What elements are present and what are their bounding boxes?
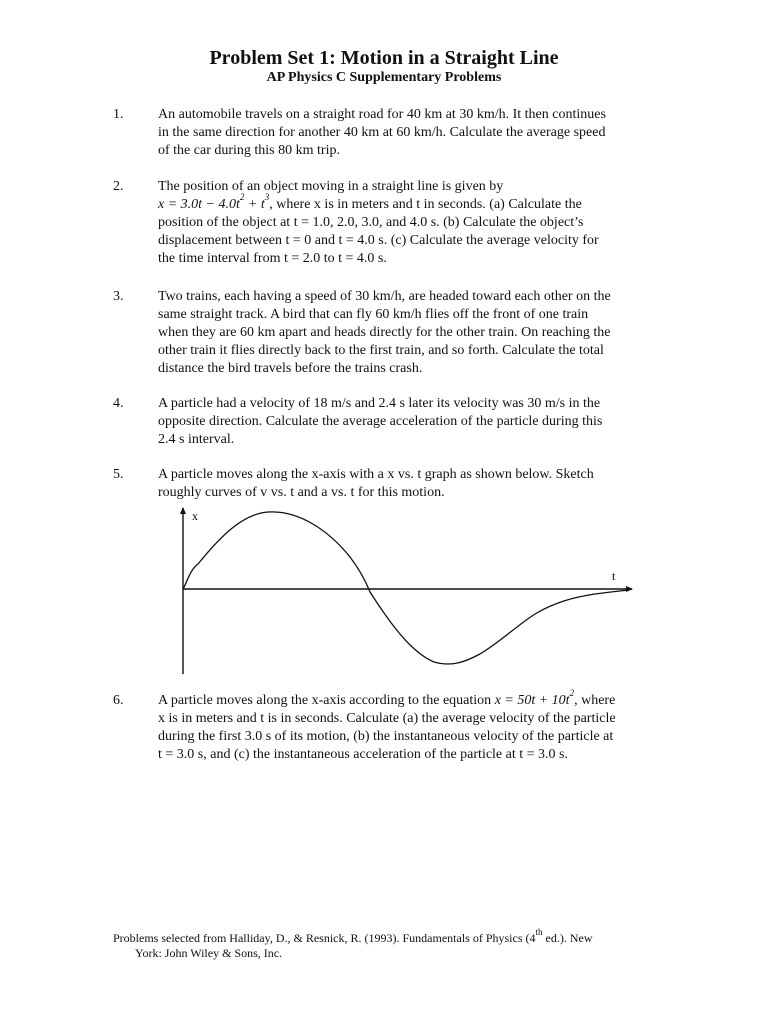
page-title: Problem Set 1: Motion in a Straight Line xyxy=(209,47,559,69)
problem-3 xyxy=(113,288,653,378)
problem-text-line: The position of an object moving in a straight line is given by xyxy=(158,179,504,194)
citation-superscript: th xyxy=(535,927,543,937)
problem-text-line: x is in meters and t is in seconds. Calculate (a) the average velocity of the particle xyxy=(158,711,616,726)
y-axis-label: x xyxy=(192,509,198,523)
problem-2 xyxy=(113,178,653,268)
problem-text: , where x is in meters and t in seconds. (a) Calculate the xyxy=(269,197,582,212)
problem-5 xyxy=(113,466,653,502)
problem-text: , where xyxy=(574,693,616,708)
page-subtitle: AP Physics C Supplementary Problems xyxy=(266,70,502,85)
problem-text-line: A particle moves along the x-axis with a x vs. t graph as shown below. Sketch xyxy=(158,467,594,482)
problem-text-line: distance the bird travels before the trains crash. xyxy=(158,361,423,376)
problem-number: 1. xyxy=(113,107,124,122)
problem-text-line: displacement between t = 0 and t = 4.0 s. (c) Calculate the average velocity for xyxy=(158,233,599,248)
x-vs-t-graph xyxy=(170,502,640,678)
citation-text: Problems selected from Halliday, D., & Resnick, R. (1993). Fundamentals of Physics (4 xyxy=(113,931,536,945)
problem-number: 4. xyxy=(113,396,124,411)
problem-text-line: other train it flies directly back to the first train, and so forth. Calculate the total xyxy=(158,343,604,358)
problem-number: 2. xyxy=(113,179,124,194)
problem-text-line: in the same direction for another 40 km at 60 km/h. Calculate the average speed xyxy=(158,125,606,140)
problem-text-line: Two trains, each having a speed of 30 km/h, are headed toward each other on the xyxy=(158,289,611,304)
citation-footer xyxy=(113,927,673,961)
problem-text-line: during the first 3.0 s of its motion, (b) the instantaneous velocity of the particle at xyxy=(158,729,614,744)
problem-1 xyxy=(113,106,653,160)
problem-text-line: A particle had a velocity of 18 m/s and 2.4 s later its velocity was 30 m/s in the xyxy=(158,396,601,411)
equation-line xyxy=(158,688,653,710)
problem-6 xyxy=(113,688,653,764)
x-axis-label: t xyxy=(612,569,616,583)
problem-text-line: roughly curves of v vs. t and a vs. t for this motion. xyxy=(158,485,445,500)
citation-text: ed.). New xyxy=(542,931,593,945)
position-equation: $x = 50t + 10t^2$ xyxy=(494,688,575,708)
problem-text-line: 2.4 s interval. xyxy=(158,432,235,447)
problem-number: 3. xyxy=(113,289,124,304)
problem-text-line: the time interval from t = 2.0 to t = 4.0 s. xyxy=(158,251,387,266)
equation-line xyxy=(158,192,653,214)
position-curve xyxy=(183,512,628,664)
problem-text-line: t = 3.0 s, and (c) the instantaneous acceleration of the particle at t = 3.0 s. xyxy=(158,747,568,762)
problem-text-line: opposite direction. Calculate the average acceleration of the particle during this xyxy=(158,414,603,429)
problem-text-line: of the car during this 80 km trip. xyxy=(158,143,340,158)
position-equation: $x = 3.0t - 4.0t^2 + t^3$ xyxy=(158,192,270,212)
problem-text-line: position of the object at t = 1.0, 2.0, 3.0, and 4.0 s. (b) Calculate the object’s xyxy=(158,215,584,230)
problem-text-line: same straight track. A bird that can fly 60 km/h flies off the front of one train xyxy=(158,307,589,322)
problem-number: 6. xyxy=(113,693,124,708)
problem-text-line: An automobile travels on a straight road for 40 km at 30 km/h. It then continues xyxy=(158,107,606,122)
problem-number: 5. xyxy=(113,467,124,482)
problem-text-line: when they are 60 km apart and heads directly for the other train. On reaching the xyxy=(158,325,611,340)
problem-4 xyxy=(113,395,653,449)
problem-text: A particle moves along the x-axis according to the equation xyxy=(158,693,495,708)
citation-text-line2: York: John Wiley & Sons, Inc. xyxy=(135,946,283,960)
